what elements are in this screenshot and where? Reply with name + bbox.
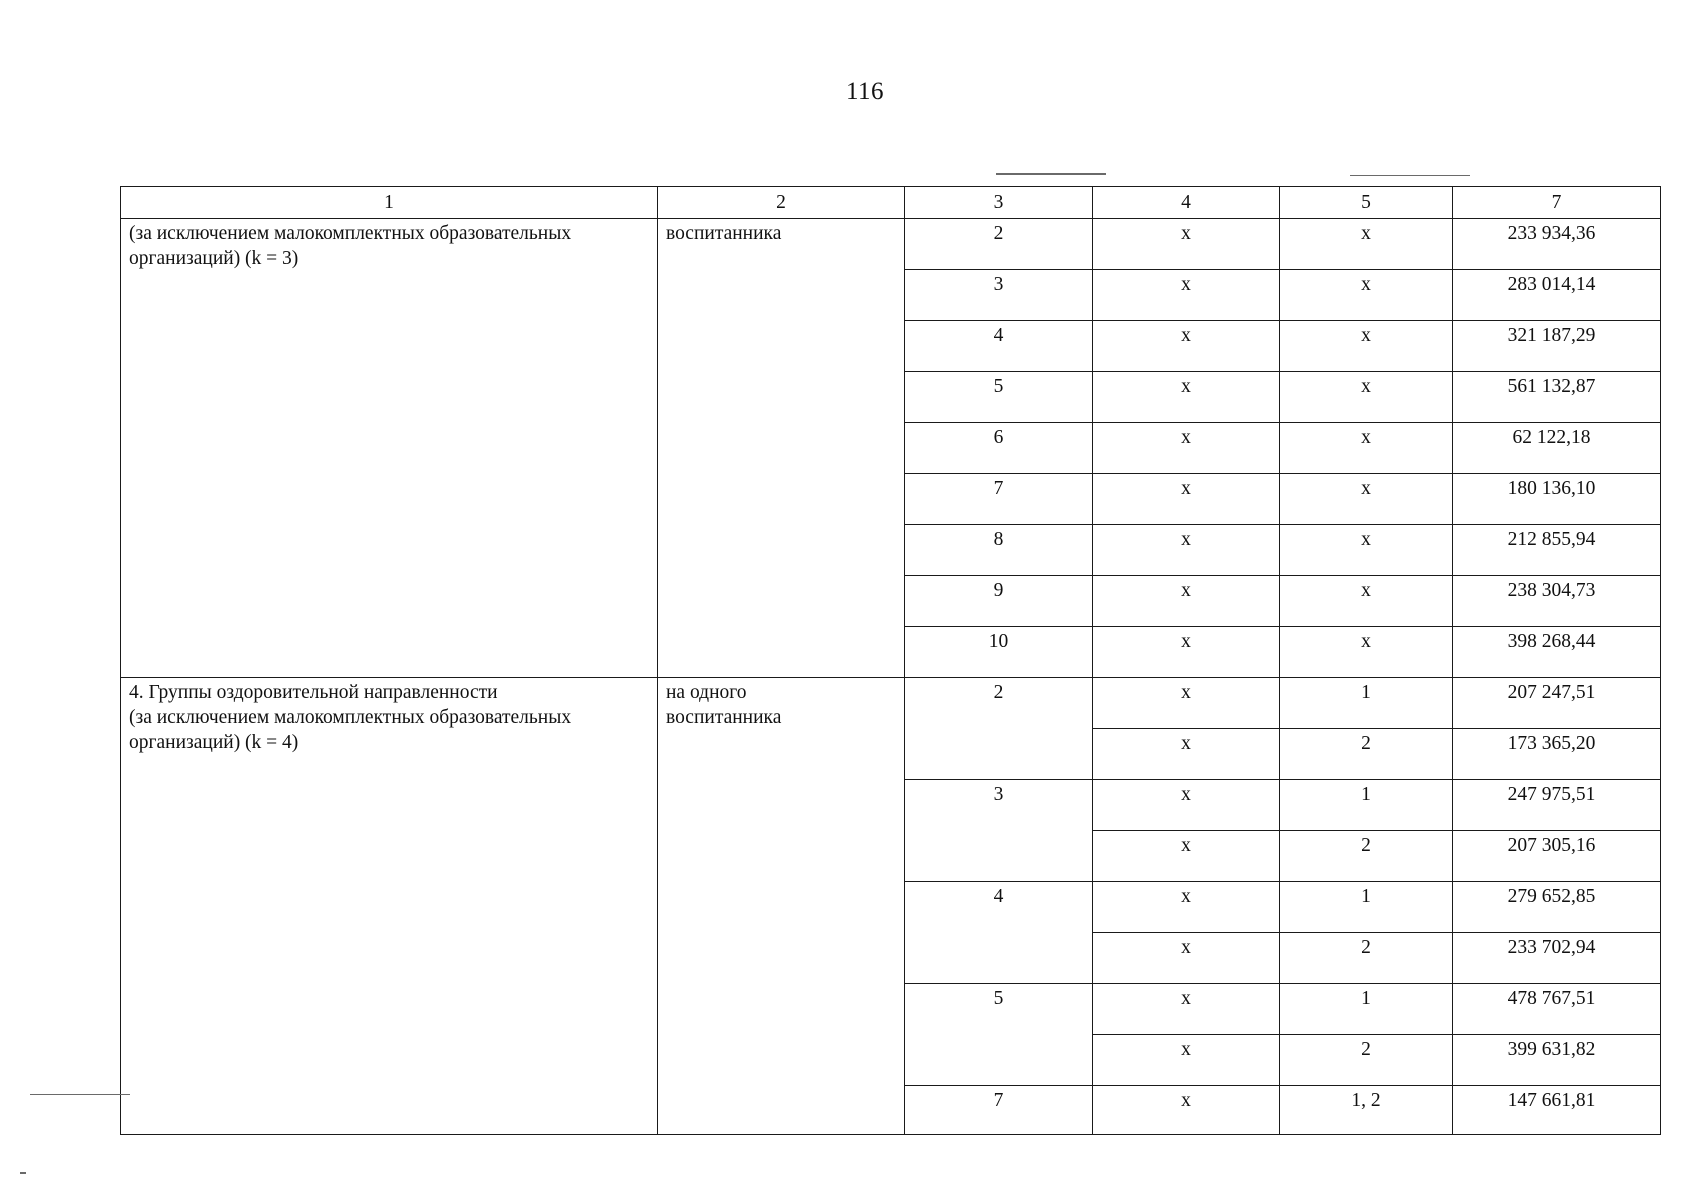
cell-col-7: 279 652,85 [1453,882,1661,933]
cell-col-4: x [1093,219,1280,270]
cell-col-4: x [1093,627,1280,678]
header-col-5: 5 [1280,187,1453,219]
table-row [121,219,1661,270]
group-unit-k4 [658,678,905,1135]
cell-col-3: 10 [905,627,1093,678]
cell-col-7: 238 304,73 [1453,576,1661,627]
cell-col-4: x [1093,678,1280,729]
scan-speck [20,1172,26,1174]
description-line: организаций) (k = 3) [129,248,299,269]
group-unit-k3 [658,219,905,678]
cell-col-4: x [1093,831,1280,882]
cell-col-5: 1 [1280,984,1453,1035]
cell-col-7: 180 136,10 [1453,474,1661,525]
cell-col-4: x [1093,423,1280,474]
scan-speck [996,173,1106,175]
cell-col-4: x [1093,1035,1280,1086]
description-line: 4. Группы оздоровительной направленности [129,682,498,703]
cell-col-7: 233 702,94 [1453,933,1661,984]
header-col-7: 7 [1453,187,1661,219]
scan-speck [30,1094,130,1095]
cell-col-7: 147 661,81 [1453,1086,1661,1135]
cell-col-7: 212 855,94 [1453,525,1661,576]
header-col-4: 4 [1093,187,1280,219]
group-description-k3 [121,219,658,678]
cell-col-5: x [1280,627,1453,678]
cell-col-7: 207 305,16 [1453,831,1661,882]
cell-col-5: 1, 2 [1280,1086,1453,1135]
cell-col-3: 2 [905,678,1093,780]
tariff-table [120,186,1661,1135]
page-number: 116 [845,78,885,105]
table-header [121,187,1661,219]
cell-col-3: 5 [905,984,1093,1086]
cell-col-4: x [1093,780,1280,831]
header-col-3: 3 [905,187,1093,219]
cell-col-5: x [1280,321,1453,372]
description-line: (за исключением малокомплектных образовательных [129,223,572,244]
cell-col-5: x [1280,525,1453,576]
unit-line: на одного [666,682,747,703]
cell-col-5: 2 [1280,1035,1453,1086]
cell-col-7: 247 975,51 [1453,780,1661,831]
cell-col-7: 399 631,82 [1453,1035,1661,1086]
cell-col-4: x [1093,882,1280,933]
cell-col-7: 233 934,36 [1453,219,1661,270]
cell-col-4: x [1093,933,1280,984]
table-row [121,678,1661,729]
description-line: организаций) (k = 4) [129,732,299,753]
cell-col-5: x [1280,270,1453,321]
cell-col-4: x [1093,576,1280,627]
cell-col-7: 173 365,20 [1453,729,1661,780]
header-row [121,187,1661,219]
cell-col-4: x [1093,474,1280,525]
cell-col-5: 1 [1280,882,1453,933]
cell-col-5: 2 [1280,933,1453,984]
cell-col-5: x [1280,474,1453,525]
cell-col-5: x [1280,372,1453,423]
cell-col-5: 1 [1280,780,1453,831]
unit-line: воспитанника [666,707,782,728]
cell-col-7: 478 767,51 [1453,984,1661,1035]
cell-col-3: 9 [905,576,1093,627]
cell-col-4: x [1093,270,1280,321]
unit-line: воспитанника [666,223,782,244]
cell-col-5: x [1280,219,1453,270]
cell-col-3: 3 [905,780,1093,882]
cell-col-4: x [1093,984,1280,1035]
cell-col-3: 7 [905,474,1093,525]
cell-col-5: x [1280,423,1453,474]
cell-col-3: 4 [905,882,1093,984]
header-col-1: 1 [121,187,658,219]
cell-col-3: 2 [905,219,1093,270]
cell-col-5: 1 [1280,678,1453,729]
table-body [121,219,1661,1135]
scan-speck [1350,175,1470,176]
cell-col-4: x [1093,525,1280,576]
cell-col-4: x [1093,729,1280,780]
cell-col-3: 6 [905,423,1093,474]
cell-col-7: 321 187,29 [1453,321,1661,372]
cell-col-4: x [1093,372,1280,423]
cell-col-7: 207 247,51 [1453,678,1661,729]
cell-col-7: 62 122,18 [1453,423,1661,474]
cell-col-4: x [1093,321,1280,372]
cell-col-3: 3 [905,270,1093,321]
cell-col-3: 7 [905,1086,1093,1135]
cell-col-3: 5 [905,372,1093,423]
cell-col-7: 561 132,87 [1453,372,1661,423]
cell-col-3: 8 [905,525,1093,576]
header-col-2: 2 [658,187,905,219]
description-line: (за исключением малокомплектных образовательных [129,707,572,728]
cell-col-4: x [1093,1086,1280,1135]
group-description-k4 [121,678,658,1135]
cell-col-5: 2 [1280,831,1453,882]
cell-col-7: 398 268,44 [1453,627,1661,678]
cell-col-5: x [1280,576,1453,627]
cell-col-5: 2 [1280,729,1453,780]
cell-col-3: 4 [905,321,1093,372]
cell-col-7: 283 014,14 [1453,270,1661,321]
